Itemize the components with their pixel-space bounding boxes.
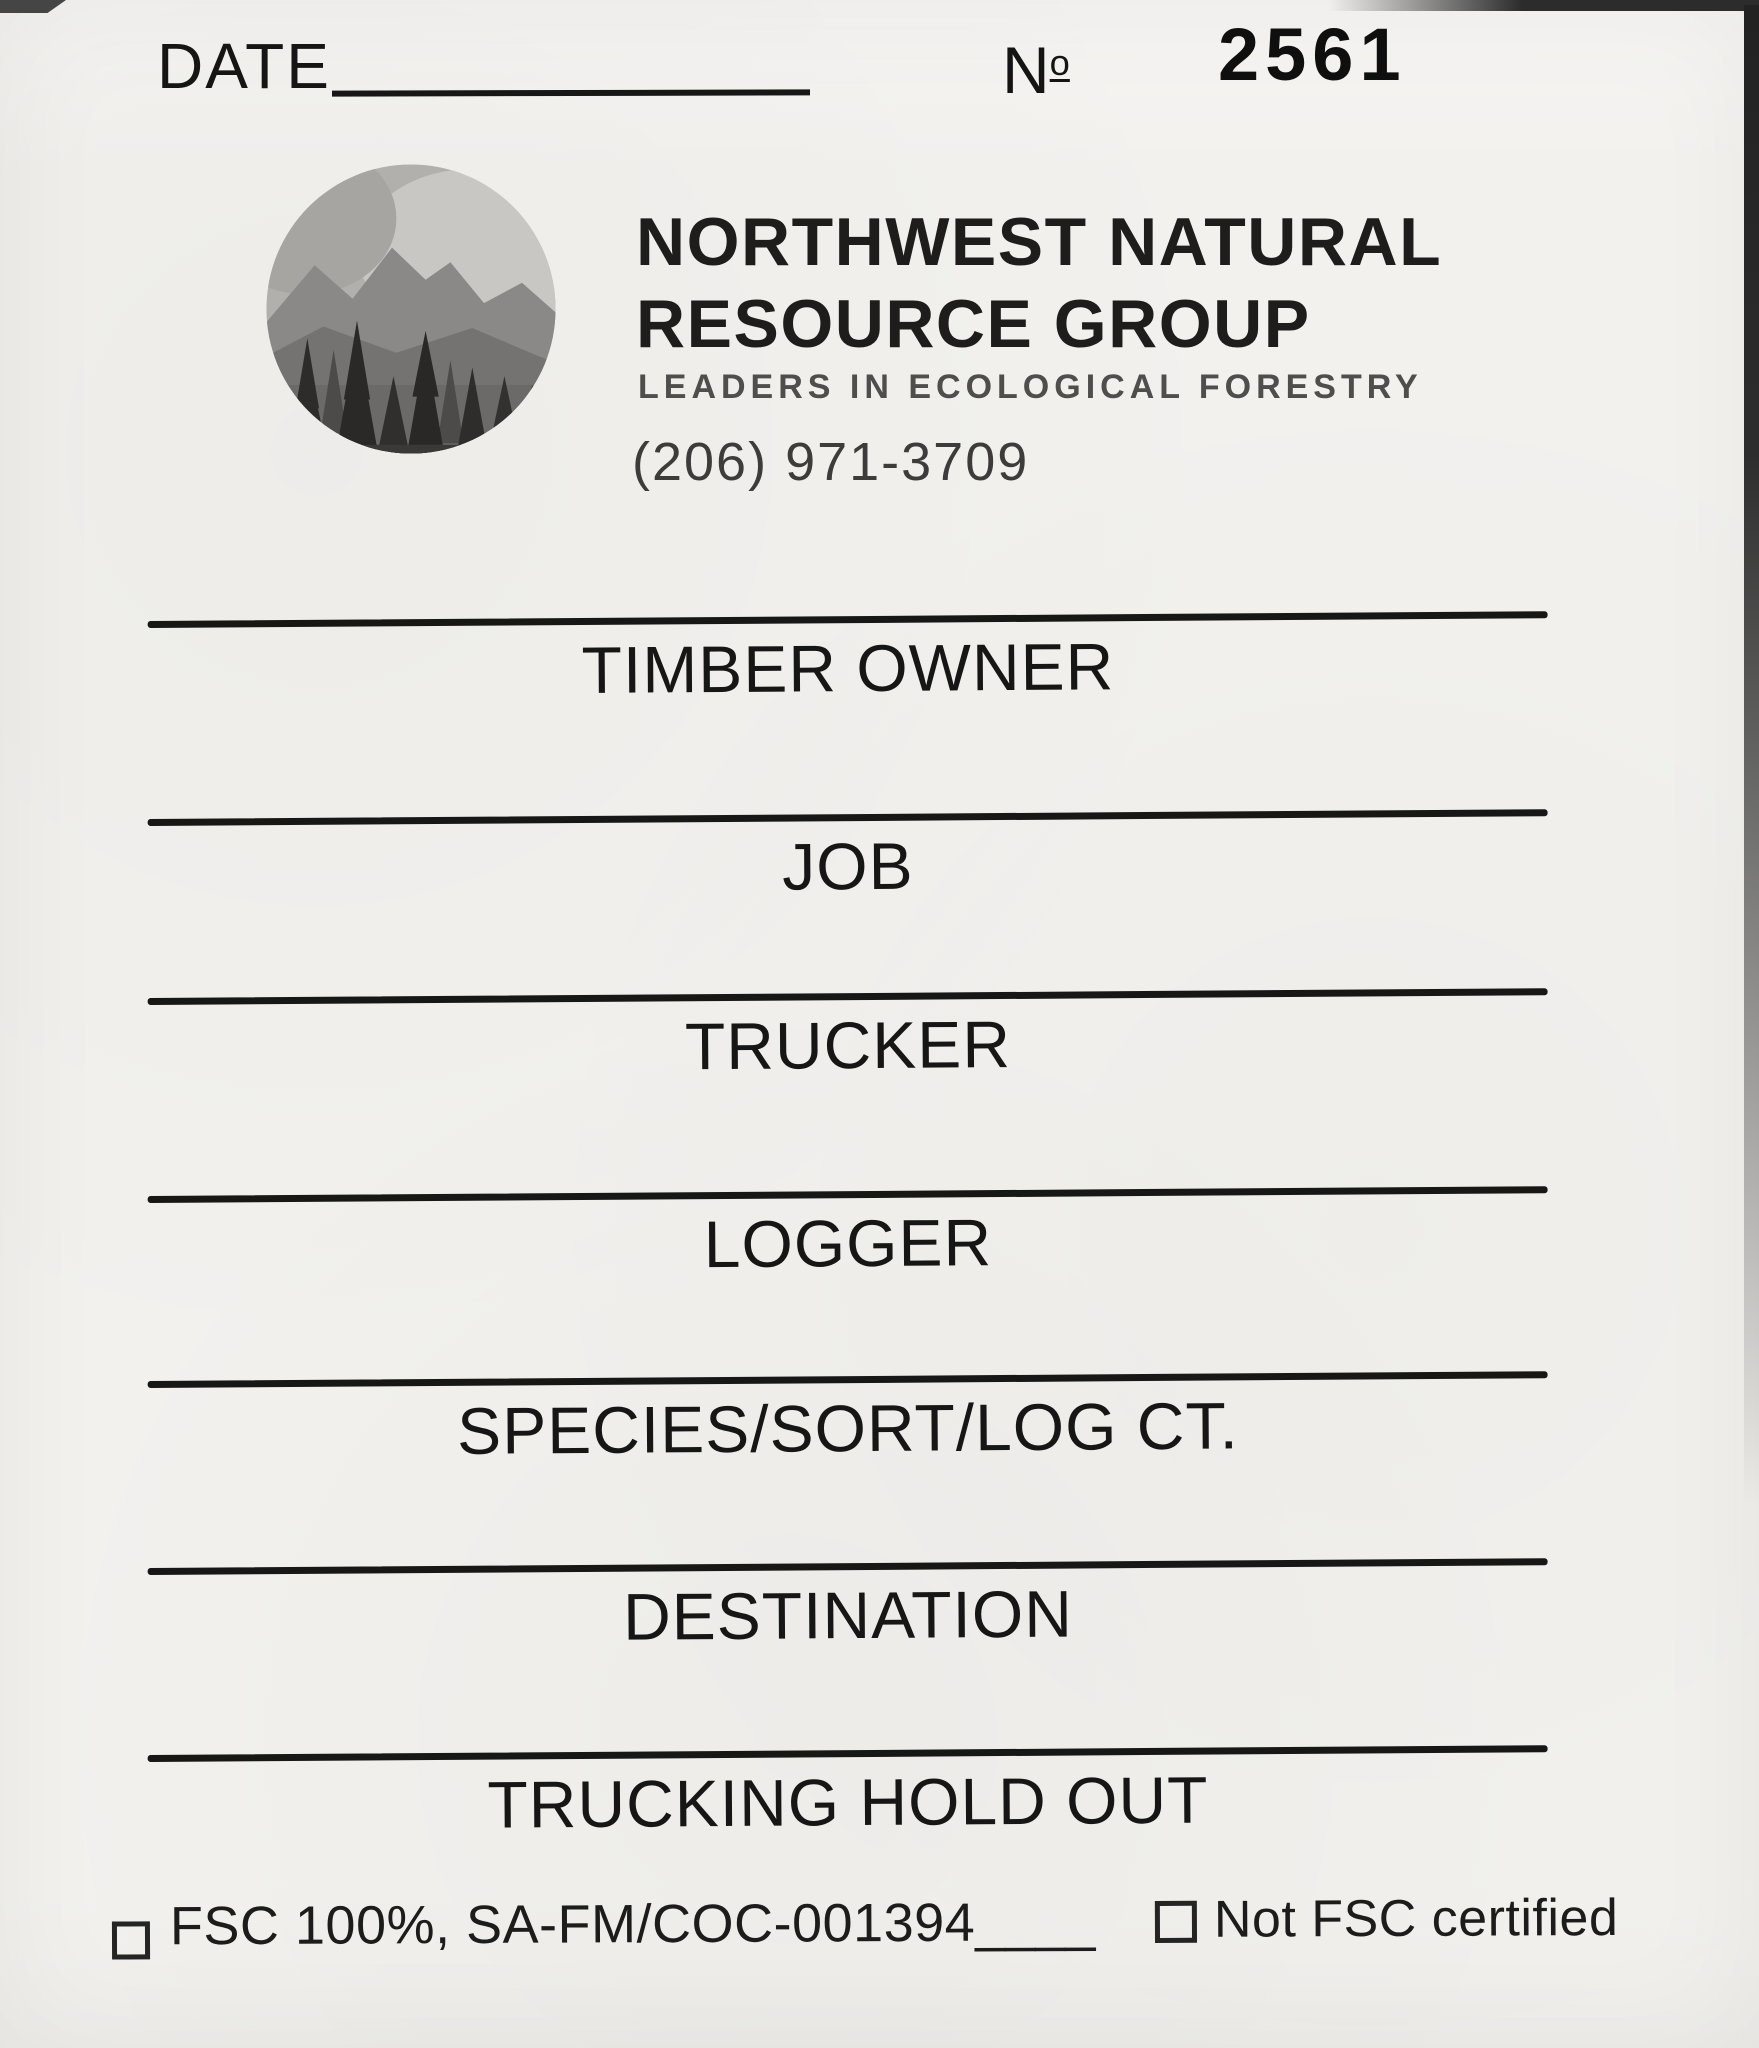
date-blank-line[interactable] [332, 89, 810, 96]
logger-blank-line[interactable] [148, 1186, 1548, 1203]
timber-owner-blank-line[interactable] [148, 611, 1548, 628]
certification-row [0, 1882, 1759, 1990]
company-name-line1: NORTHWEST NATURAL [636, 204, 1443, 280]
photo-edge-top-left [0, 0, 66, 13]
fsc-certificate-blank[interactable]: ____ [975, 1892, 1096, 1953]
company-phone: (206) 971-3709 [632, 432, 1030, 492]
company-tagline: LEADERS IN ECOLOGICAL FORESTRY [638, 368, 1423, 406]
field-row-logger [148, 1186, 1549, 1306]
field-row-species-sort-log-ct [148, 1371, 1549, 1491]
species-sort-log-ct-blank-line[interactable] [148, 1371, 1548, 1388]
timber-owner-label: TIMBER OWNER [581, 629, 1115, 707]
trucker-label: TRUCKER [684, 1006, 1012, 1084]
field-row-trucker [148, 988, 1549, 1108]
mountain-forest-icon [265, 163, 557, 455]
species-sort-log-ct-label: SPECIES/SORT/LOG CT. [456, 1388, 1240, 1468]
fsc-certified-label-text: FSC 100%, SA-FM/COC-001394 [169, 1892, 976, 1957]
field-row-destination [148, 1558, 1549, 1678]
photo-edge-top-right [1329, 0, 1759, 11]
job-label: JOB [782, 828, 914, 904]
ticket-number-symbol-o: o [1049, 42, 1070, 83]
ticket-number-symbol-n: N [1002, 33, 1050, 108]
fsc-certified-label [170, 1893, 1096, 1955]
ticket-number-symbol [1002, 30, 1070, 108]
field-row-trucking-hold-out [148, 1745, 1549, 1865]
field-row-timber-owner [148, 611, 1549, 731]
trucking-hold-out-label: TRUCKING HOLD OUT [487, 1762, 1209, 1842]
trucker-blank-line[interactable] [148, 988, 1548, 1005]
ticket-number-value: 2561 [1218, 13, 1407, 96]
field-row-job [148, 809, 1549, 929]
trucking-hold-out-blank-line[interactable] [148, 1745, 1548, 1762]
company-name-line2: RESOURCE GROUP [636, 286, 1311, 362]
photo-edge-right [1744, 5, 1759, 1505]
logger-label: LOGGER [703, 1205, 993, 1282]
fsc-certified-checkbox[interactable] [112, 1921, 150, 1959]
destination-blank-line[interactable] [148, 1558, 1548, 1575]
not-fsc-certified-label: Not FSC certified [1213, 1888, 1619, 1949]
not-fsc-certified-checkbox[interactable] [1155, 1901, 1197, 1943]
company-logo [265, 163, 557, 455]
date-label: DATE [157, 30, 331, 102]
destination-label: DESTINATION [622, 1576, 1074, 1654]
job-blank-line[interactable] [148, 809, 1548, 826]
